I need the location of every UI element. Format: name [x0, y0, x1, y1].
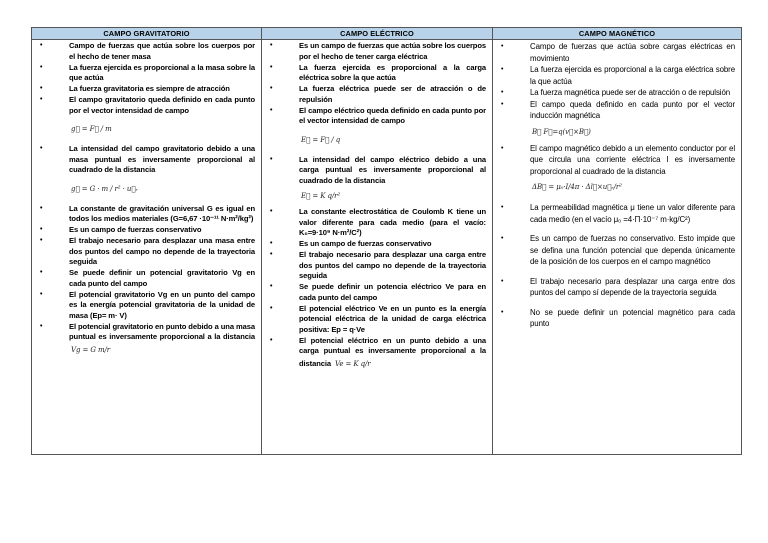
list-item: • Campo de fuerzas que actúa sobre los cuerpos por el hecho de tener masa — [37, 41, 255, 62]
list-item — [37, 95, 255, 136]
formula-gravity-field: g⃗ = F⃗ / m — [71, 125, 112, 133]
item-text: El potencial eléctrico en un punto debido a una carga puntual es inversamente proporcional a la distancia — [299, 335, 486, 368]
header-electrico: CAMPO ELÉCTRICO — [262, 28, 493, 40]
list-item: • El trabajo necesario para desplazar una masa entre dos puntos del campo no depende de la trayectoria seguida — [37, 236, 255, 268]
list-item: • Es un campo de fuerzas conservativo — [37, 225, 255, 236]
content-row — [32, 40, 742, 455]
list-item: • Es un campo de fuerzas conservativo — [267, 239, 486, 250]
list-item: • Se puede definir un potencia eléctrico Ve para en cada punto del campo — [267, 282, 486, 303]
formula-gravity-potential: Vg = G m/r — [71, 345, 111, 354]
list-item: • No se puede definir un potencial magnético para cada punto — [498, 307, 735, 330]
item-text: El campo gravitatorio queda definido en cada punto por el vector intensidad de campo — [69, 95, 255, 115]
list-item: • La fuerza eléctrica puede ser de atracción o de repulsión — [267, 84, 486, 105]
list-item: • El potencial gravitatorio Vg en un punto del campo es la energía potencial gravitatoria de la unidad de masa (Ep= m· V) — [37, 290, 255, 322]
list-item — [267, 155, 486, 204]
list-item: • La fuerza gravitatoria es siempre de atracción — [37, 84, 255, 95]
formula-electric-point-charge: E⃗ = K q/r² — [301, 192, 341, 200]
column-magnetico — [493, 40, 742, 455]
list-item: • Campo de fuerzas que actúa sobre cargas eléctricas en movimiento — [498, 41, 735, 64]
formula-biot-savart: ΔB⃗ = μ₀·I/4π · Δl⃗×u⃗ᵣ/r² — [532, 183, 622, 191]
list-item: • La fuerza ejercida es proporcional a la carga eléctrica sobre la que actúa — [498, 64, 735, 87]
item-text: El campo eléctrico queda definido en cada punto por el vector intensidad de campo — [299, 105, 486, 125]
list-gravitatorio — [37, 41, 255, 357]
item-text: El campo magnético debido a un elemento conductor por el que circula una corriente eléctrica I es inversamente proporcional al cuadrado de la distancia — [530, 143, 735, 176]
formula-magnetic-force: B⃗ F⃗=q(v⃗×B⃗) — [532, 127, 591, 136]
item-text: El potencial gravitatorio en punto debido a una masa puntual es inversamente proporcional a la distancia — [69, 321, 255, 341]
list-item — [498, 99, 735, 139]
list-item: • El trabajo necesario para desplazar una carga entre dos puntos del campo no depende de la trayectoria seguida — [267, 250, 486, 282]
formula-gravity-point-mass: g⃗ = G · m / r² · u⃗ᵣ — [71, 184, 138, 193]
list-item: • Es un campo de fuerzas no conservativo. Esto impide que se defina una función potencial que dependa únicamente de la posición de los cuerpos en el campo magnético — [498, 233, 735, 268]
list-item — [267, 106, 486, 147]
formula-electric-potential: Ve = K q/r — [335, 359, 371, 368]
item-text: La intensidad del campo gravitatorio debido a una masa puntual es inversamente proporcional al cuadrado de la distancia — [69, 144, 255, 174]
list-item: • La fuerza ejercida es proporcional a la masa sobre la que actúa — [37, 63, 255, 84]
list-item: • Se puede definir un potencial gravitatorio Vg en cada punto del campo — [37, 268, 255, 289]
list-item: • La permeabilidad magnética μ tiene un valor diferente para cada medio (en el vacío μ₀ =4·Π·10⁻⁷ m·kg/C²) — [498, 202, 735, 225]
list-item — [37, 322, 255, 357]
list-item: • La fuerza magnética puede ser de atracción o de repulsión — [498, 87, 735, 99]
list-item: • El potencial eléctrico Ve en un punto es la energía potencial eléctrica de la unidad de carga eléctrica positiva: Ep = q·Ve — [267, 304, 486, 336]
list-item: • La constante electrostática de Coulomb K tiene un valor diferente para cada medio (para el vacío: K₀=9·10⁹ N·m²/C²) — [267, 207, 486, 239]
list-item — [37, 144, 255, 196]
list-item — [498, 143, 735, 195]
item-text: La intensidad del campo eléctrico debido a una carga puntual es inversamente proporcional al cuadrado de la distancia — [299, 154, 486, 185]
list-item: • Es un campo de fuerzas que actúa sobre los cuerpos por el hecho de tener carga eléctrica — [267, 41, 486, 62]
column-gravitatorio — [32, 40, 262, 455]
comparison-table — [31, 27, 742, 455]
header-magnetico: CAMPO MAGNÉTICO — [493, 28, 742, 40]
header-row — [32, 28, 742, 40]
column-electrico — [262, 40, 493, 455]
list-item: • La constante de gravitación universal G es igual en todos los medios materiales (G=6,67 ·10⁻¹¹ N·m²/kg²) — [37, 204, 255, 225]
list-item: • La fuerza ejercida es proporcional a la carga eléctrica sobre la que actúa — [267, 63, 486, 84]
item-text: El campo queda definido en cada punto por el vector inducción magnética — [530, 99, 735, 120]
header-gravitatorio: CAMPO GRAVITATORIO — [32, 28, 262, 40]
formula-electric-field: E⃗ = F⃗ / q — [301, 135, 341, 144]
list-electrico — [267, 41, 486, 371]
list-item — [267, 336, 486, 371]
list-magnetico — [498, 41, 735, 330]
list-item: • El trabajo necesario para desplazar una carga entre dos puntos del campo sí depende de la trayectoria seguida — [498, 276, 735, 299]
